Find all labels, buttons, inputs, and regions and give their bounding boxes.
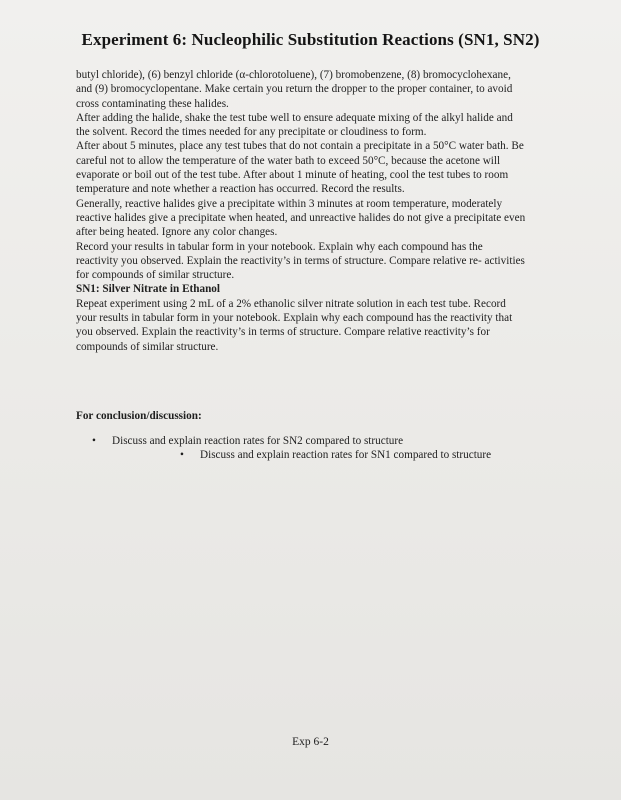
paragraph-reactivity: Generally, reactive halides give a precipitate within 3 minutes at room temperature, moderately reactive halides give a precipitate when heated, and unreactive halides do not give a precipitate even after being heated. Ignore any color changes. [76,197,526,239]
procedure-text [76,68,526,354]
conclusion-section [76,398,536,462]
paragraph-halide-list: butyl chloride), (6) benzyl chloride (α-chlorotoluene), (7) bromobenzene, (8) bromocyclohexane, and (9) bromocyclopentane. Make certain you return the dropper to the proper container, to avoid cross contaminating these halides. [76,69,513,110]
paragraph-water-bath: After about 5 minutes, place any test tubes that do not contain a precipitate in a 50°C water bath. Be careful not to allow the temperature of the water bath to exceed 50°C, because the acetone will evaporate or boil out of the test tube. After about 1 minute of heating, cool the test tubes to room temperature and note whether a reaction has occurred. Record the results. [76,140,524,196]
page-footer: Exp 6-2 [292,736,329,748]
conclusion-heading: For conclusion/discussion: [76,410,202,423]
paragraph-record: Record your results in tabular form in your notebook. Explain why each compound has the reactivity you observed. Explain the reactivity’s in terms of structure. Compare relative re- activities for compounds of similar structure. [76,240,525,282]
bullet-text: Discuss and explain reaction rates for SN2 compared to structure [112,435,404,448]
bullet-dot: • [180,449,184,462]
bullet-dot: • [92,435,96,448]
bullet-item [180,448,536,462]
section-heading: SN1: Silver Nitrate in Ethanol [76,283,220,296]
bullet-item [92,434,536,448]
paragraph-silver-nitrate: Repeat experiment using 2 mL of a 2% ethanolic silver nitrate solution in each test tube. Record your results in tabular form in your notebook. Explain why each compound has the reactivity that you observed. Explain the reactivity’s in terms of structure. Compare relative reactivity’s for compounds of similar structure. [76,297,513,353]
paragraph-shake: After adding the halide, shake the test tube well to ensure adequate mixing of the alkyl halide and the solvent. Record the times needed for any precipitate or cloudiness to form. [76,111,513,139]
page-title: Experiment 6: Nucleophilic Substitution Reactions (SN1, SN2) [81,30,540,49]
bullet-text: Discuss and explain reaction rates for SN1 compared to structure [200,449,492,462]
